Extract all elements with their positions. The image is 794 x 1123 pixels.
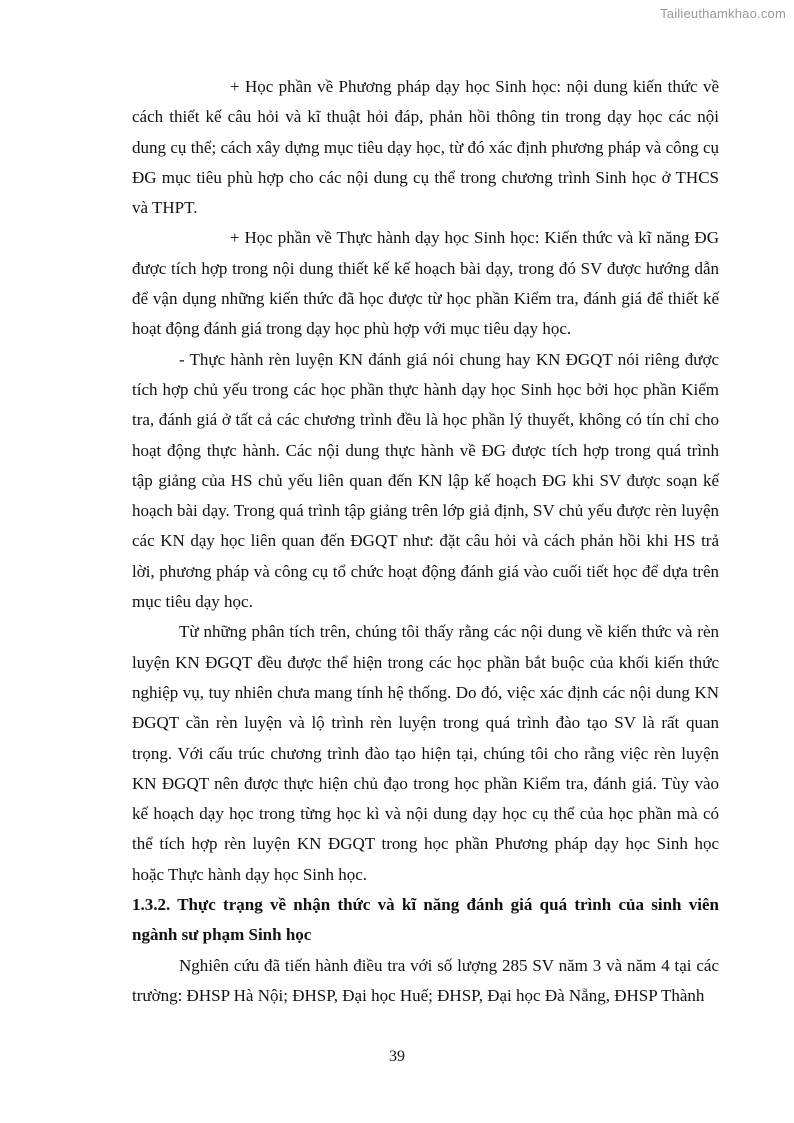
section-heading: 1.3.2. Thực trạng về nhận thức và kĩ năng đánh giá quá trình của sinh viên ngành sư phạm Sinh học: [132, 895, 719, 945]
paragraph-survey: Nghiên cứu đã tiến hành điều tra với số lượng 285 SV năm 3 và năm 4 tại các trường: ĐHSP Hà Nội; ĐHSP, Đại học Huế; ĐHSP, Đại học Đà Nẵng, ĐHSP Thành: [132, 955, 719, 1005]
watermark: Tailieuthamkhao.com: [660, 6, 786, 21]
paragraph-teaching-practice: + Học phần về Thực hành dạy học Sinh học: Kiến thức và kĩ năng ĐG được tích hợp trong nội dung thiết kế kế hoạch bài dạy, trong đó SV được hướng dẫn để vận dụng những kiến thức đã học được từ học phần Kiểm tra, đánh giá để thiết kế hoạt động đánh giá trong dạy học phù hợp với mục tiêu dạy học.: [132, 228, 719, 339]
paragraph-teaching-methods: + Học phần về Phương pháp dạy học Sinh học: nội dung kiến thức về cách thiết kế câu hỏi và kĩ thuật hỏi đáp, phản hồi thông tin trong dạy học các nội dung cụ thể; cách xây dựng mục tiêu dạy học, từ đó xác định phương pháp và công cụ ĐG mục tiêu phù hợp cho các nội dung cụ thể trong chương trình Sinh học ở THCS và THPT.: [132, 77, 719, 218]
paragraph-skill-training: - Thực hành rèn luyện KN đánh giá nói chung hay KN ĐGQT nói riêng được tích hợp chủ yếu trong các học phần thực hành dạy học Sinh học bởi học phần Kiểm tra, đánh giá ở tất cả các chương trình đều là học phần lý thuyết, không có tín chỉ cho hoạt động thực hành. Các nội dung thực hành về ĐG được tích hợp trong quá trình tập giảng của HS chủ yếu liên quan đến KN lập kế hoạch ĐG khi SV được soạn kế hoạch bài dạy. Trong quá trình tập giảng trên lớp giả định, SV chủ yếu được rèn luyện các KN dạy học liên quan đến ĐGQT như: đặt câu hỏi và cách phản hồi khi HS trả lời, phương pháp và công cụ tổ chức hoạt động đánh giá vào cuối tiết học để dựa trên mục tiêu dạy học.: [132, 349, 719, 612]
paragraph-analysis-summary: Từ những phân tích trên, chúng tôi thấy rằng các nội dung về kiến thức và rèn luyện KN ĐGQT đều được thể hiện trong các học phần bắt buộc của khối kiến thức nghiệp vụ, tuy nhiên chưa mang tính hệ thống. Do đó, việc xác định các nội dung KN ĐGQT cần rèn luyện và lộ trình rèn luyện trong quá trình đào tạo SV là rất quan trọng. Với cấu trúc chương trình đào tạo hiện tại, chúng tôi cho rằng việc rèn luyện KN ĐGQT nên được thực hiện chủ đạo trong học phần Kiểm tra, đánh giá. Tùy vào kế hoạch dạy học trong từng học kì và nội dung dạy học cụ thể của học phần mà có thể tích hợp rèn luyện KN ĐGQT trong học phần Phương pháp dạy học Sinh học hoặc Thực hành dạy học Sinh học.: [132, 622, 719, 884]
page-number: 39: [389, 1048, 405, 1065]
document-body: [132, 72, 719, 1011]
